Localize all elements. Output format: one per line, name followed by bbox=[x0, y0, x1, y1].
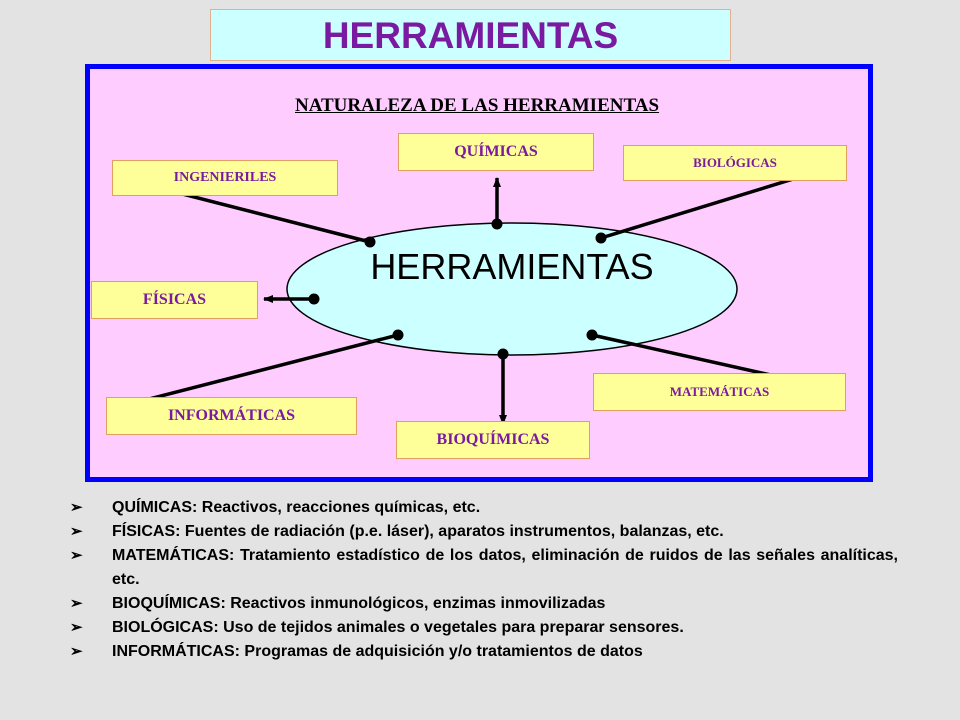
category-bioquimicas: BIOQUÍMICAS bbox=[396, 421, 590, 459]
arrow-bullet-icon: ➢ bbox=[70, 499, 83, 516]
arrow-bullet-icon: ➢ bbox=[70, 619, 83, 636]
center-label: HERRAMIENTAS bbox=[370, 246, 654, 287]
diagram-subtitle bbox=[90, 95, 864, 117]
description-text: QUÍMICAS: Reactivos, reacciones químicas, etc. bbox=[112, 499, 481, 516]
description-text: BIOQUÍMICAS: Reactivos inmunológicos, enzimas inmovilizadas bbox=[112, 595, 606, 612]
arrow-bullet-icon: ➢ bbox=[70, 595, 83, 612]
arrow-bullet-icon: ➢ bbox=[70, 643, 83, 660]
description-text: BIOLÓGICAS: Uso de tejidos animales o vegetales para preparar sensores. bbox=[112, 619, 684, 636]
category-informaticas: INFORMÁTICAS bbox=[106, 397, 357, 435]
category-ingenieriles: INGENIERILES bbox=[112, 160, 338, 196]
arrow-bullet-icon: ➢ bbox=[70, 547, 83, 564]
connector-bioquimicas bbox=[498, 349, 509, 425]
connector-quimicas bbox=[492, 178, 503, 230]
category-matematicas: MATEMÁTICAS bbox=[593, 373, 846, 411]
category-fisicas: FÍSICAS bbox=[91, 281, 258, 319]
diagram-subtitle-text: NATURALEZA DE LAS HERRAMIENTAS bbox=[294, 95, 660, 116]
description-text: FÍSICAS: Fuentes de radiación (p.e. láser), aparatos instrumentos, balanzas, etc. bbox=[112, 523, 724, 540]
page-title: HERRAMIENTAS bbox=[210, 9, 731, 61]
description-text: INFORMÁTICAS: Programas de adquisición y/o tratamientos de datos bbox=[112, 643, 643, 660]
category-biologicas: BIOLÓGICAS bbox=[623, 145, 847, 181]
description-text: MATEMÁTICAS: Tratamiento estadístico de los datos, eliminación de ruidos de las señales analíticas, etc. bbox=[112, 547, 898, 588]
center-ellipse bbox=[287, 223, 737, 355]
category-quimicas: QUÍMICAS bbox=[398, 133, 594, 171]
connector-informaticas bbox=[126, 330, 404, 406]
arrow-bullet-icon: ➢ bbox=[70, 523, 83, 540]
